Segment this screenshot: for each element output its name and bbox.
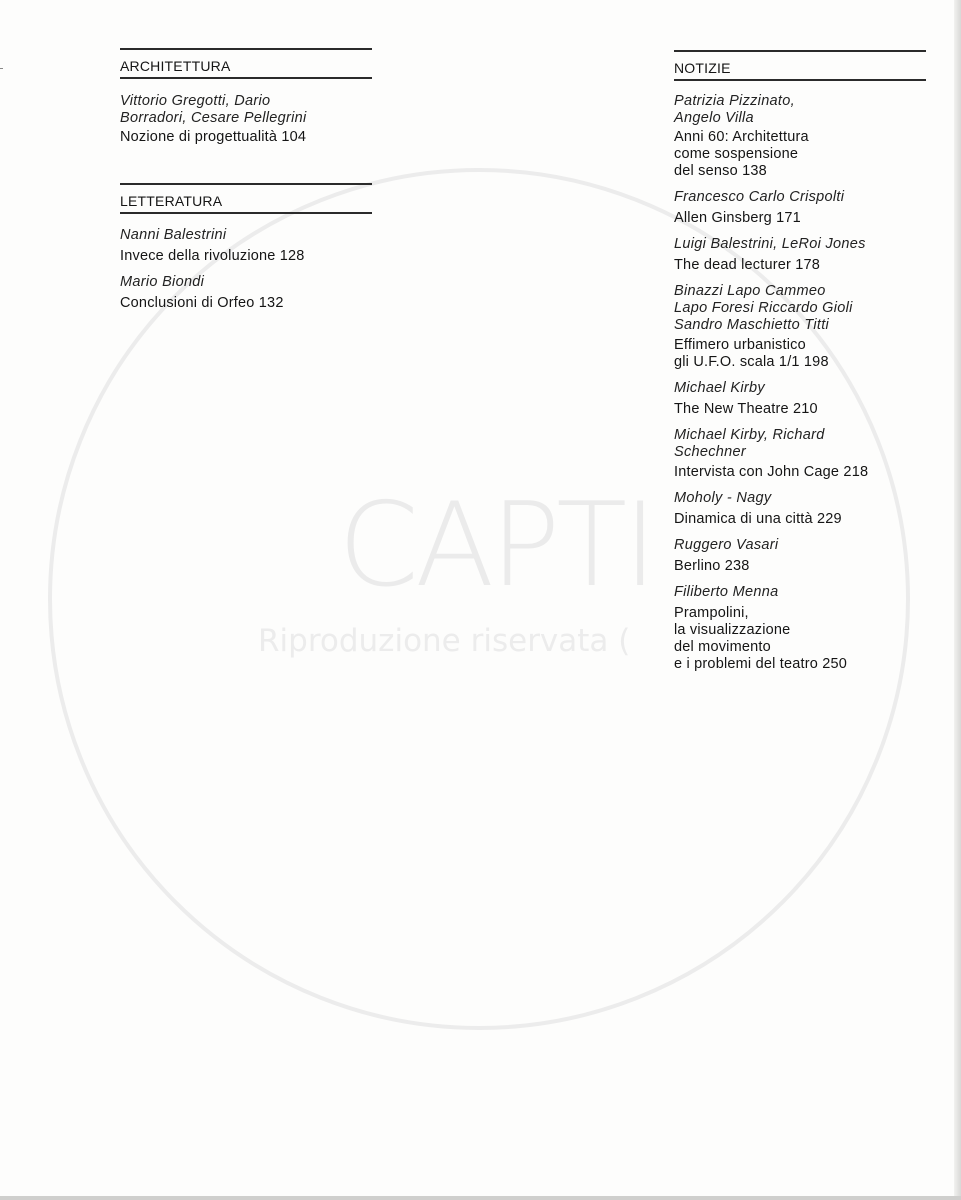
section-architettura xyxy=(120,48,372,146)
entry-author: Luigi Balestrini, LeRoi Jones xyxy=(674,236,866,252)
toc-entry xyxy=(120,227,372,265)
entry-author: Patrizia Pizzinato, Angelo Villa xyxy=(674,93,795,126)
entry-title: Conclusioni di Orfeo 132 xyxy=(120,295,284,311)
entry-title: Intervista con John Cage 218 xyxy=(674,464,869,480)
entry-title: Dinamica di una città 229 xyxy=(674,511,842,527)
section-header-notizie: NOTIZIE xyxy=(674,50,926,81)
toc-entry xyxy=(674,380,926,418)
toc-entry xyxy=(120,93,372,146)
right-column xyxy=(674,50,926,673)
toc-entry xyxy=(674,490,926,528)
entry-author: Moholy - Nagy xyxy=(674,490,772,506)
entry-author: Filiberto Menna xyxy=(674,584,779,600)
entry-author: Ruggero Vasari xyxy=(674,537,779,553)
section-letteratura xyxy=(120,183,372,312)
toc-entry xyxy=(674,283,926,371)
section-header-letteratura: LETTERATURA xyxy=(120,183,372,214)
section-notizie xyxy=(674,50,926,673)
entry-title: The dead lecturer 178 xyxy=(674,257,821,273)
entry-author: Vittorio Gregotti, Dario Borradori, Cesare Pellegrini xyxy=(120,93,307,126)
entry-title: Prampolini, la visualizzazione del movimento e i problemi del teatro 250 xyxy=(674,605,848,672)
entry-title: Berlino 238 xyxy=(674,558,750,574)
toc-entry xyxy=(674,93,926,180)
entry-author: Michael Kirby xyxy=(674,380,765,396)
entry-author: Binazzi Lapo Cammeo Lapo Foresi Riccardo Gioli Sandro Maschietto Titti xyxy=(674,283,853,333)
left-column xyxy=(120,48,372,312)
scan-edge-mark xyxy=(0,68,3,69)
entry-title: Allen Ginsberg 171 xyxy=(674,210,801,226)
entry-author: Francesco Carlo Crispolti xyxy=(674,189,845,205)
toc-entry xyxy=(674,189,926,227)
entry-author: Michael Kirby, Richard Schechner xyxy=(674,427,825,460)
entry-author: Nanni Balestrini xyxy=(120,227,227,243)
toc-entry xyxy=(674,537,926,575)
section-header-architettura: ARCHITETTURA xyxy=(120,48,372,79)
toc-entry xyxy=(674,584,926,673)
watermark-title: CAPTI xyxy=(338,478,654,613)
toc-entry xyxy=(120,274,372,312)
entry-title: Nozione di progettualità 104 xyxy=(120,129,307,145)
toc-entry xyxy=(674,427,926,481)
entry-title: Invece della rivoluzione 128 xyxy=(120,248,305,264)
toc-entry xyxy=(674,236,926,274)
scan-edge-right xyxy=(954,0,961,1200)
entry-title: Effimero urbanistico gli U.F.O. scala 1/1 198 xyxy=(674,337,829,370)
scan-edge-bottom xyxy=(0,1196,961,1200)
watermark-subtitle: Riproduzione riservata ( xyxy=(258,623,631,659)
entry-title: Anni 60: Architettura come sospensione del senso 138 xyxy=(674,129,809,179)
entry-author: Mario Biondi xyxy=(120,274,205,290)
entry-title: The New Theatre 210 xyxy=(674,401,818,417)
